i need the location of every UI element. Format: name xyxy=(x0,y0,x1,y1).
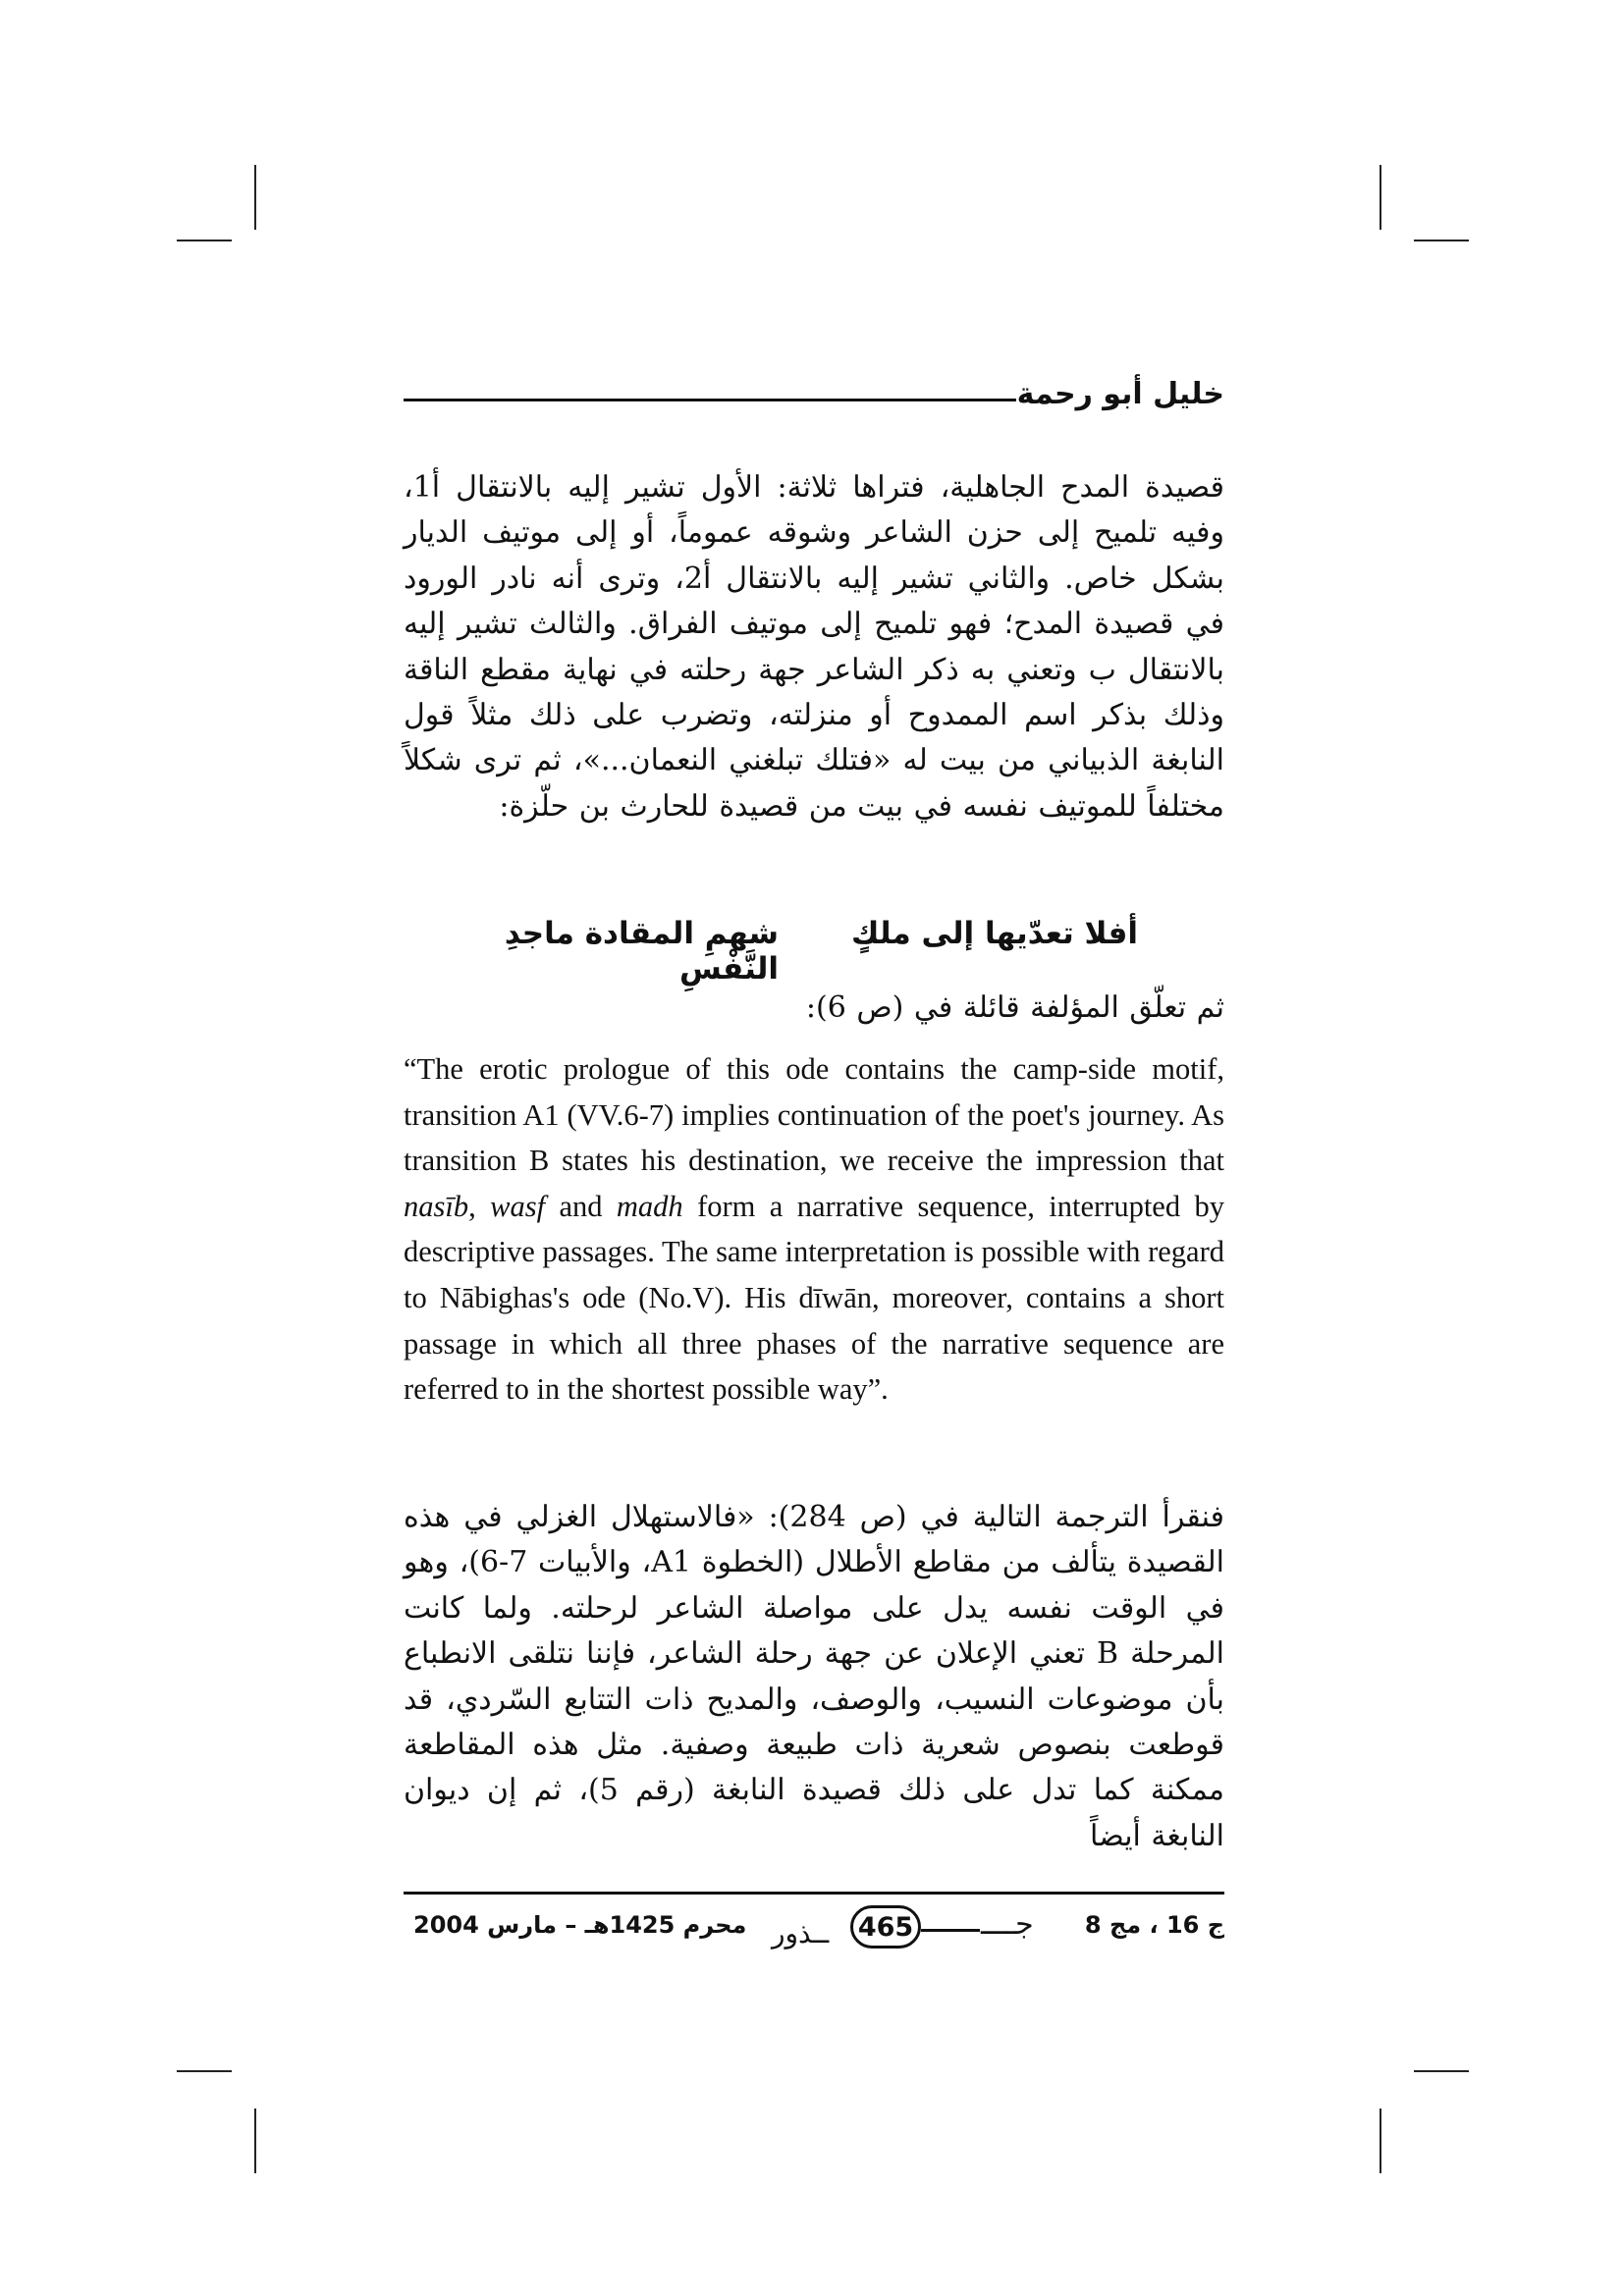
quote-text: , xyxy=(468,1189,491,1223)
crop-mark-bottom-right xyxy=(1380,2109,1381,2173)
crop-mark-top-right-h xyxy=(1414,240,1469,241)
issue-date: محرم 1425هـ – مارس 2004 xyxy=(413,1911,747,1939)
paragraph-translation: فنقرأ الترجمة التالية في (ص 284): «فالاستهلال الغزلي في هذه القصيدة يتألف من مقاطع الأطلال (الخطوة A1، والأبيات 7-6)، وهو في الوقت نفسه يدل على مواصلة الشاعر لرحلته. ولما كانت المرحلة B تعني الإعلان عن جهة رحلة الشاعر، فإننا نتلقى الانطباع بأن موضوعات النسيب، والوصف، والمديح ذات التتابع السّردي، قد قوطعت بنصوص شعرية ذات طبيعة وصفية. مثل هذه المقاطعة ممكنة كما تدل على ذلك قصيدة النابغة (رقم 5)، ثم إن ديوان النابغة أيضاً xyxy=(404,1500,1225,1853)
crop-mark-bottom-left xyxy=(254,2109,256,2173)
quote-term-nasib: nasīb xyxy=(404,1189,469,1223)
page-number: 465 xyxy=(850,1905,921,1949)
english-quotation xyxy=(404,1046,1224,1413)
journal-name: ــذور xyxy=(772,1917,830,1949)
verse-first-hemistich: أفلا تعدّيها إلى ملكٍ xyxy=(851,916,1138,951)
verse-second-hemistich: شهمِ المقادة ماجدِ النَّفْسِ xyxy=(504,916,779,987)
quote-text: form a narrative sequence, interrupted by descriptive passages. The same interpretation is possible with regard to Nābighas's ode (No.V). His dīwān, moreover, contains a short passage in which all three phases of the narrative sequence are referred to in the shortest possible way”. xyxy=(404,1189,1224,1407)
quote-term-madh: madh xyxy=(616,1189,683,1223)
crop-mark-top-left-h xyxy=(177,240,232,241)
crop-mark-bottom-left-h xyxy=(177,2070,232,2072)
issue-volume: ج 16 ، مج 8 xyxy=(1084,1911,1224,1939)
page-body xyxy=(404,375,1225,1949)
crop-mark-top-right xyxy=(1380,165,1381,230)
logo-line xyxy=(921,1929,980,1932)
paragraph-citation-intro: ثم تعلّق المؤلفة قائلة في (ص 6): xyxy=(805,990,1224,1025)
author-name: خليل أبو رحمة xyxy=(1016,377,1224,411)
header-rule xyxy=(404,399,1016,401)
quote-text: “The erotic prologue of this ode contains the camp-side motif, transition A1 (VV.6-7) implies continuation of the poet's journey. As transition B states his destination, we receive the impression that xyxy=(404,1052,1224,1178)
crop-mark-top-left xyxy=(254,165,256,230)
paragraph-intro: قصيدة المدح الجاهلية، فتراها ثلاثة: الأول تشير إليه بالانتقال أ1، وفيه تلميح إلى حزن الشاعر وشوقه عموماً، أو إلى موتيف الديار بشكل خاص. والثاني تشير إليه بالانتقال أ2، وترى أنه نادر الورود في قصيدة المدح؛ فهو تلميح إلى موتيف الفراق. والثالث تشير إليه بالانتقال ب وتعني به ذكر الشاعر جهة رحلته في نهاية مقطع الناقة وذلك بذكر اسم الممدوح أو منزلته، وتضرب على ذلك مثلاً قول النابغة الذبياني من بيت له «فتلك تبلغني النعمان...»، ثم ترى شكلاً مختلفاً للموتيف نفسه في بيت من قصيدة للحارث بن حلّزة: xyxy=(404,470,1224,824)
quote-term-wasf: wasf xyxy=(490,1189,546,1223)
quote-text: and xyxy=(545,1189,617,1223)
journal-logo-part: جــــ xyxy=(981,1907,1034,1942)
page-footer xyxy=(404,1892,1224,1970)
running-header xyxy=(404,375,1224,436)
poetry-verse xyxy=(404,910,1224,987)
footer-rule xyxy=(404,1892,1224,1895)
crop-mark-bottom-right-h xyxy=(1414,2070,1469,2072)
